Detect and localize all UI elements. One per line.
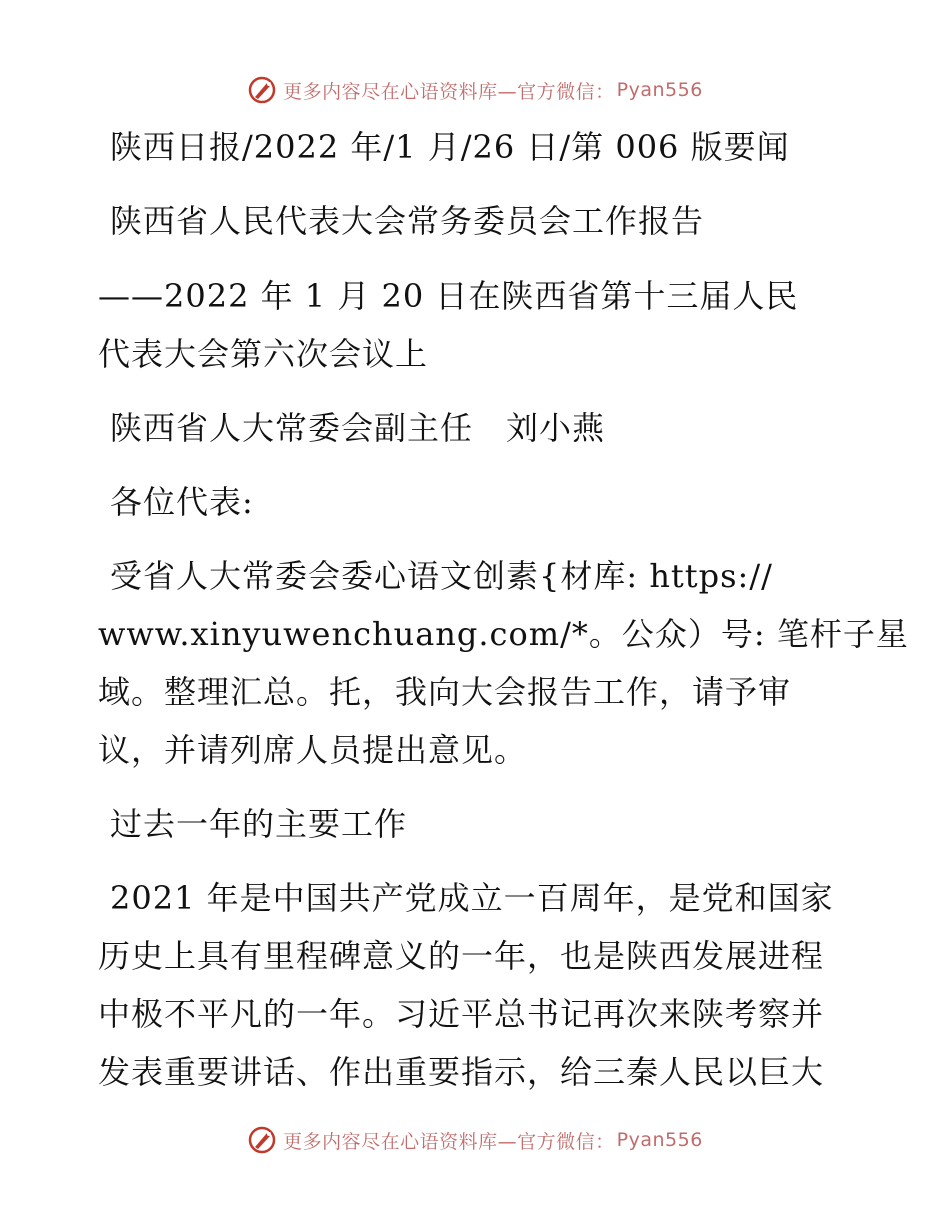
author-line: 陕西省人大常委会副主任 刘小燕 [110,409,606,447]
subtitle-line-2: 代表大会第六次会议上 [98,335,429,373]
watermark-wechat-id: Pyan556 [616,79,703,101]
paragraph-1-line-2: www.xinyuwenchuang.com/*。公众）号: 笔杆子星 [98,615,909,653]
watermark-footer [0,1120,950,1160]
watermark-text: 更多内容尽在心语资料库—官方微信： [283,80,615,103]
watermark-text: 更多内容尽在心语资料库—官方微信： [283,1130,615,1153]
salutation: 各位代表: [110,483,254,521]
document-body [98,118,909,1101]
subtitle-line-1: ——2022 年 1 月 20 日在陕西省第十三届人民 [98,277,799,315]
section-heading: 过去一年的主要工作 [110,805,408,843]
paragraph-2-line-4: 发表重要讲话、作出重要指示，给三秦人民以巨大 [98,1053,825,1091]
report-title: 陕西省人民代表大会常务委员会工作报告 [110,202,705,240]
paragraph-1-line-1: 受省人大常委会委心语文创素{材库: https:// [110,557,773,595]
watermark-header [0,70,950,110]
source-line: 陕西日报/2022 年/1 月/26 日/第 006 版要闻 [110,128,790,166]
paragraph-1-line-3: 域。整理汇总。托，我向大会报告工作，请予审 [98,673,792,711]
paragraph-2-line-2: 历史上具有里程碑意义的一年，也是陕西发展进程 [98,937,825,975]
watermark-wechat-id: Pyan556 [616,1129,703,1151]
paragraph-1-line-4: 议，并请列席人员提出意见。 [98,731,528,769]
pen-logo-icon [247,1125,277,1155]
pen-logo-icon [247,75,277,105]
paragraph-2-line-1: 2021 年是中国共产党成立一百周年，是党和国家 [110,879,834,917]
paragraph-2-line-3: 中极不平凡的一年。习近平总书记再次来陕考察并 [98,995,825,1033]
